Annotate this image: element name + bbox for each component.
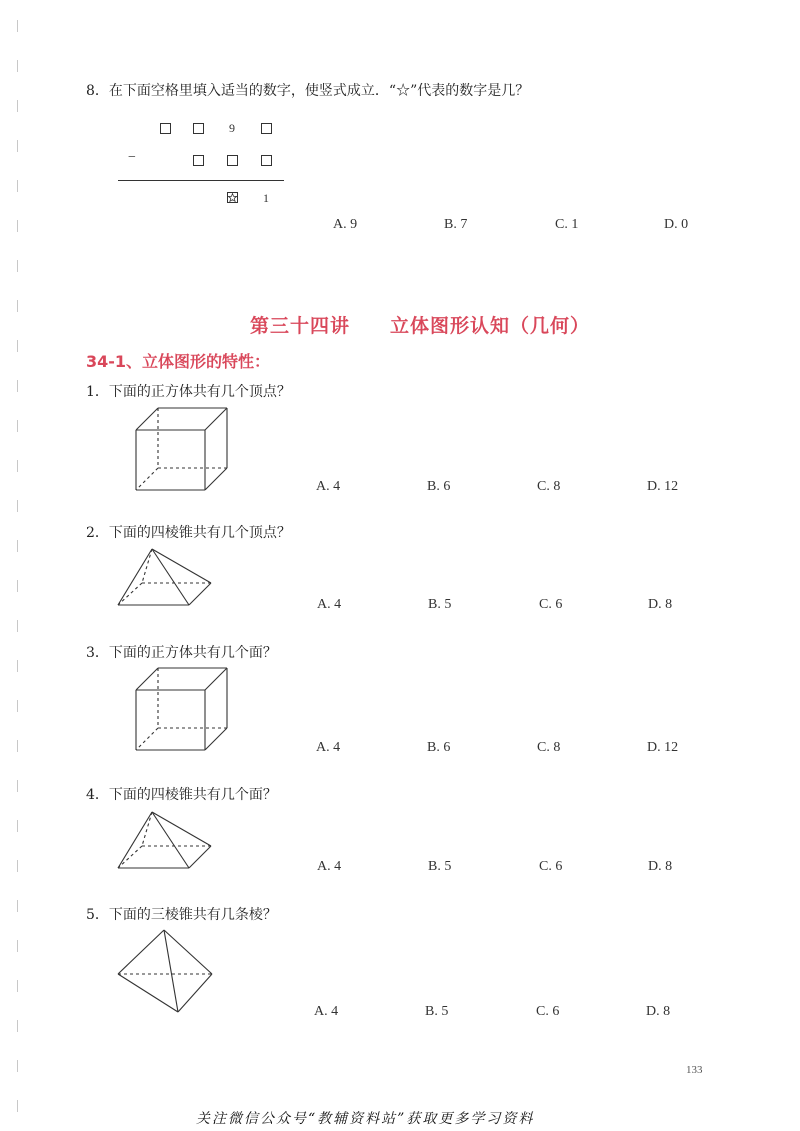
cube-figure <box>130 405 240 495</box>
q1-option-c[interactable]: C. 8 <box>537 479 561 494</box>
row1-digit: 9 <box>229 121 235 135</box>
digit-blank <box>227 155 238 166</box>
q1-option-d[interactable]: D. 12 <box>647 479 679 494</box>
q3-option-d[interactable]: D. 12 <box>647 740 679 755</box>
digit-blank <box>193 155 204 166</box>
section-title: 34-1、立体图形的特性： <box>86 352 271 371</box>
q2-option-d[interactable]: D. 8 <box>648 597 673 612</box>
q8-option-b[interactable]: B. 7 <box>444 217 468 232</box>
q4-text: 4．下面的四棱锥共有几个面？ <box>86 787 277 803</box>
q4-option-b[interactable]: B. 5 <box>428 859 452 874</box>
q1-text: 1．下面的正方体共有几个顶点？ <box>86 384 291 400</box>
digit-blank <box>193 123 204 134</box>
star-box-icon <box>227 192 238 203</box>
q5-text: 5．下面的三棱锥共有几条棱？ <box>86 907 277 923</box>
square-pyramid-figure <box>112 808 217 873</box>
q3-option-a[interactable]: A. 4 <box>316 740 341 755</box>
q3-option-b[interactable]: B. 6 <box>427 740 451 755</box>
square-pyramid-figure <box>112 545 217 610</box>
q5-option-a[interactable]: A. 4 <box>314 1004 339 1019</box>
lecture-title: 第三十四讲 立体图形认知（几何） <box>250 315 591 337</box>
q5-option-c[interactable]: C. 6 <box>536 1004 560 1019</box>
q3-option-c[interactable]: C. 8 <box>537 740 561 755</box>
minus-sign: − <box>128 150 136 165</box>
q8-option-a[interactable]: A. 9 <box>333 217 358 232</box>
cube-figure <box>130 665 240 755</box>
q4-option-d[interactable]: D. 8 <box>648 859 673 874</box>
q1-option-a[interactable]: A. 4 <box>316 479 341 494</box>
digit-blank <box>261 155 272 166</box>
q2-text: 2．下面的四棱锥共有几个顶点？ <box>86 525 291 541</box>
q8-text: 8．在下面空格里填入适当的数字，使竖式成立．“☆”代表的数字是几？ <box>86 83 530 99</box>
digit-blank <box>261 123 272 134</box>
q3-text: 3．下面的正方体共有几个面？ <box>86 645 277 661</box>
digit-blank <box>160 123 171 134</box>
sum-rule <box>118 180 284 181</box>
q1-option-b[interactable]: B. 6 <box>427 479 451 494</box>
q2-option-b[interactable]: B. 5 <box>428 597 452 612</box>
q4-option-c[interactable]: C. 6 <box>539 859 563 874</box>
q4-option-a[interactable]: A. 4 <box>317 859 342 874</box>
result-digit: 1 <box>263 191 269 205</box>
q8-option-d[interactable]: D. 0 <box>664 217 689 232</box>
triangular-pyramid-figure <box>112 926 217 1021</box>
q5-option-b[interactable]: B. 5 <box>425 1004 449 1019</box>
q2-option-c[interactable]: C. 6 <box>539 597 563 612</box>
footer-note: 关注微信公众号“教辅资料站”获取更多学习资料 <box>196 1111 535 1127</box>
q8-option-c[interactable]: C. 1 <box>555 217 579 232</box>
page-number: 133 <box>686 1064 703 1076</box>
q2-option-a[interactable]: A. 4 <box>317 597 342 612</box>
q5-option-d[interactable]: D. 8 <box>646 1004 671 1019</box>
